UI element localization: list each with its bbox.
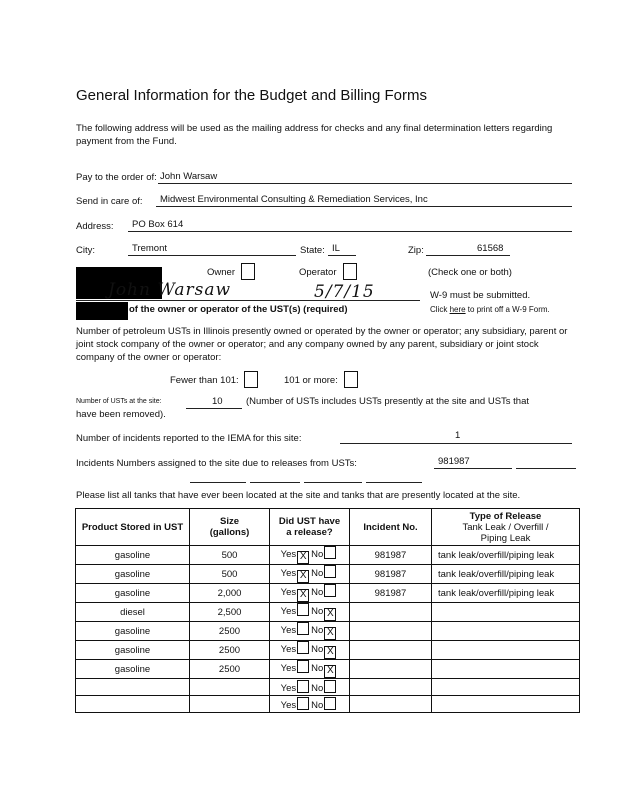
release-no-checkbox[interactable]: X [324,646,336,659]
zip-field[interactable]: 61568 [477,243,504,254]
incident-cell[interactable] [350,641,432,660]
care-of-label: Send in care of: [76,196,143,207]
release-yes-checkbox[interactable] [297,697,309,710]
header-product: Product Stored in UST [76,509,190,546]
release-yes-checkbox[interactable]: X [297,589,309,602]
incidents-label: Number of incidents reported to the IEMA for this site: [76,433,302,444]
owner-checkbox[interactable] [241,263,255,280]
owner-label: Owner [207,267,235,278]
release-no-checkbox[interactable] [324,697,336,710]
size-cell[interactable]: 2,500 [190,603,270,622]
release-yes-checkbox[interactable] [297,680,309,693]
pay-to-field[interactable]: John Warsaw [160,171,218,182]
zip-label: Zip: [408,245,424,256]
size-cell[interactable] [190,679,270,696]
list-prompt: Please list all tanks that have ever been located at the site and tanks that are presently located at the site. [76,490,521,501]
release-cell: Yes X No [270,584,350,603]
ust-count-text: Number of petroleum USTs in Illinois presently owned or operated by the owner or operator; any subsidiary, parent or joint stock company of the owner or operator; and any company owned by any parent, subsidiary or joint stock company of the owner or operator: [76,326,568,363]
page-title: General Information for the Budget and Billing Forms [76,87,428,104]
release-no-checkbox[interactable] [324,565,336,578]
w9-link-text: Click here to print off a W-9 Form. [430,305,550,314]
care-of-field[interactable]: Midwest Environmental Consulting & Remediation Services, Inc [160,194,428,205]
table-row [76,622,580,641]
product-cell[interactable]: gasoline [76,565,190,584]
address-field[interactable]: PO Box 614 [132,219,184,230]
release-type-cell[interactable] [432,679,580,696]
header-release: Did UST have a release? [270,509,350,546]
release-type-cell[interactable] [432,660,580,679]
release-cell: Yes No X [270,660,350,679]
release-yes-checkbox[interactable] [297,660,309,673]
product-cell[interactable]: gasoline [76,660,190,679]
state-label: State: [300,245,325,256]
release-yes-checkbox[interactable] [297,622,309,635]
check-note: (Check one or both) [428,267,512,278]
state-field[interactable]: IL [332,243,340,254]
site-usts-label: Number of USTs at the site: [76,398,162,405]
release-cell: Yes No X [270,603,350,622]
tank-table [75,508,580,713]
more-label: 101 or more: [284,375,338,386]
w9-note: W-9 must be submitted. [430,290,531,301]
product-cell[interactable]: gasoline [76,641,190,660]
pay-to-label: Pay to the order of: [76,172,157,183]
operator-label: Operator [299,267,337,278]
product-cell[interactable]: diesel [76,603,190,622]
product-cell[interactable] [76,696,190,713]
table-row [76,603,580,622]
header-type: Type of Release Tank Leak / Overfill / Piping Leak [432,509,580,546]
size-cell[interactable]: 2,000 [190,584,270,603]
header-size: Size (gallons) [190,509,270,546]
size-cell[interactable]: 2500 [190,622,270,641]
signature-name: John Warsaw [108,280,232,300]
table-row [76,696,580,713]
site-usts-field[interactable]: 10 [212,396,223,407]
intro-text: The following address will be used as the mailing address for checks and any final determination letters regarding payment from the Fund. [76,123,553,147]
table-row [76,660,580,679]
release-cell: Yes No X [270,622,350,641]
incident-cell[interactable]: 981987 [350,565,432,584]
incident-cell[interactable] [350,679,432,696]
release-no-checkbox[interactable]: X [324,627,336,640]
header-incident: Incident No. [350,509,432,546]
more-checkbox[interactable] [344,371,358,388]
size-cell[interactable]: 500 [190,565,270,584]
release-yes-checkbox[interactable]: X [297,551,309,564]
release-no-checkbox[interactable] [324,584,336,597]
signature-date: 5/7/15 [314,282,375,302]
release-type-cell[interactable] [432,696,580,713]
release-cell: Yes X No [270,546,350,565]
incident-cell[interactable] [350,622,432,641]
incident-cell[interactable] [350,603,432,622]
table-row [76,546,580,565]
release-type-cell[interactable] [432,622,580,641]
product-cell[interactable]: gasoline [76,546,190,565]
product-cell[interactable]: gasoline [76,622,190,641]
incident-cell[interactable] [350,696,432,713]
site-usts-note2: have been removed). [76,409,166,420]
size-cell[interactable]: 2500 [190,641,270,660]
incident-cell[interactable]: 981987 [350,584,432,603]
product-cell[interactable] [76,679,190,696]
release-cell: Yes No X [270,641,350,660]
table-row [76,565,580,584]
table-row [76,679,580,696]
release-no-checkbox[interactable]: X [324,665,336,678]
table-row [76,584,580,603]
fewer-checkbox[interactable] [244,371,258,388]
w9-link[interactable]: here [449,305,466,314]
table-row [76,641,580,660]
city-label: City: [76,245,95,256]
release-type-cell[interactable]: tank leak/overfill/piping leak [432,546,580,565]
release-type-cell[interactable] [432,603,580,622]
fewer-label: Fewer than 101: [170,375,239,386]
size-cell[interactable]: 2500 [190,660,270,679]
release-no-checkbox[interactable] [324,546,336,559]
incident-cell[interactable]: 981987 [350,546,432,565]
release-cell: Yes X No [270,565,350,584]
city-field[interactable]: Tremont [132,243,168,254]
release-cell: Yes No [270,696,350,713]
redaction-block [76,302,128,320]
release-type-cell[interactable]: tank leak/overfill/piping leak [432,584,580,603]
product-cell[interactable]: gasoline [76,584,190,603]
release-no-checkbox[interactable]: X [324,608,336,621]
incident-cell[interactable] [350,660,432,679]
size-cell[interactable] [190,696,270,713]
size-cell[interactable]: 500 [190,546,270,565]
release-type-cell[interactable]: tank leak/overfill/piping leak [432,565,580,584]
signature-caption: of the owner or operator of the UST(s) (required) [129,304,348,315]
operator-checkbox[interactable] [343,263,357,280]
incident-numbers-field[interactable]: 981987 [438,456,470,467]
release-cell: Yes No [270,679,350,696]
site-usts-note: (Number of USTs includes USTs presently at the site and USTs that [246,396,530,407]
release-yes-checkbox[interactable]: X [297,570,309,583]
release-yes-checkbox[interactable] [297,641,309,654]
address-label: Address: [76,221,114,232]
release-yes-checkbox[interactable] [297,603,309,616]
release-type-cell[interactable] [432,641,580,660]
release-no-checkbox[interactable] [324,680,336,693]
incidents-field[interactable]: 1 [455,430,461,441]
incident-numbers-label: Incidents Numbers assigned to the site due to releases from USTs: [76,458,357,469]
